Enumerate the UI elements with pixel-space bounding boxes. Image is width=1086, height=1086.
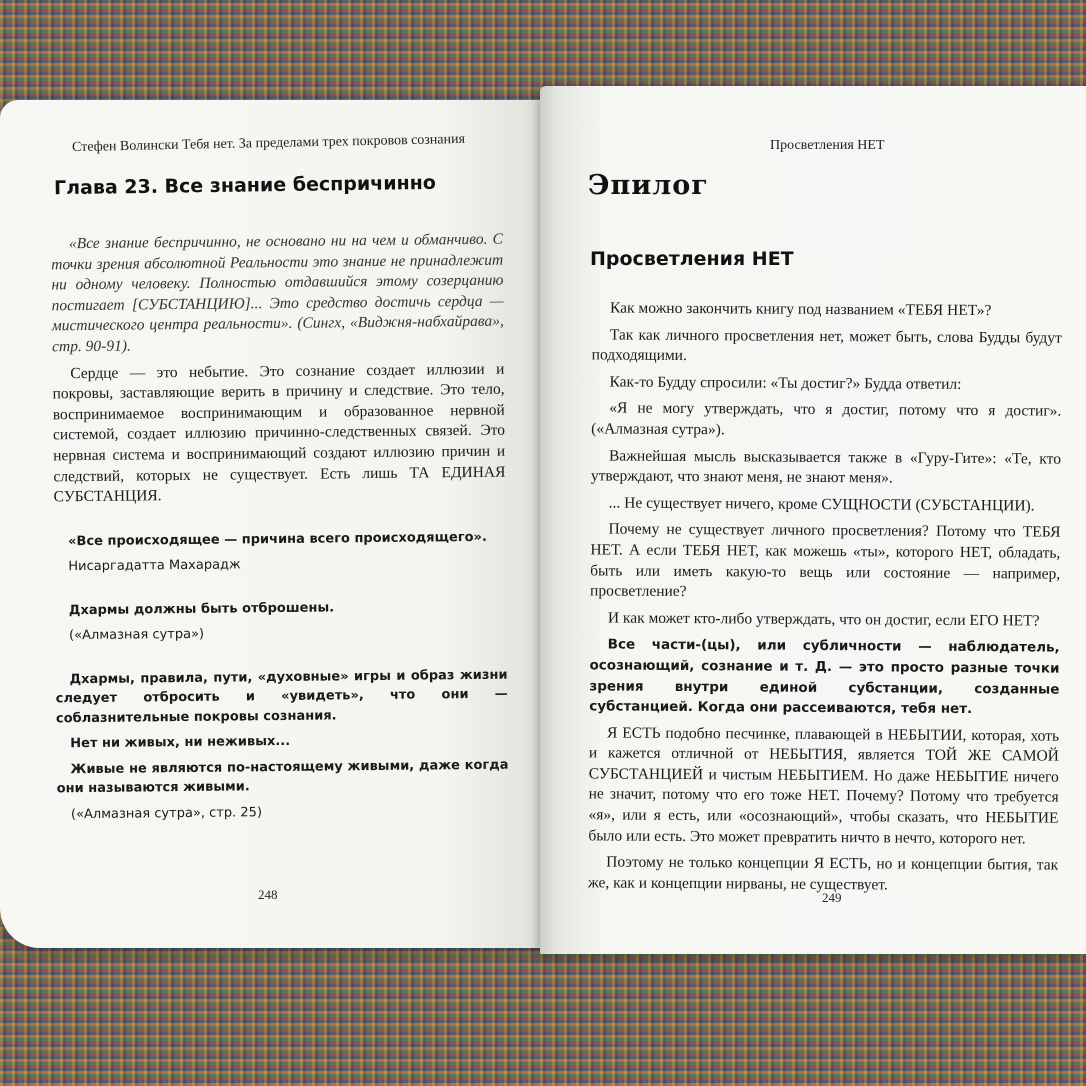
right-page-body <box>588 298 1062 903</box>
paragraph: Как-то Будду спросили: «Ты достиг?» Будда ответил: <box>609 373 962 393</box>
right-running-head: Просветления НЕТ <box>770 138 885 153</box>
quote-5: Живые не являются по-настоящему живыми, даже когда они называются живыми. <box>56 757 509 797</box>
paragraph: Как можно закончить книгу под названием «ТЕБЯ НЕТ»? <box>609 299 992 320</box>
paragraph: И как может кто-либо утверждать, что он достиг, если ЕГО НЕТ? <box>607 609 1040 630</box>
paragraph: Почему не существует личного просветления? Потому что ТЕБЯ НЕТ. А если ТЕБЯ НЕТ, как можешь «ты», которого НЕТ, обладать, быть или иметь какую-то вещь или состояние — например, просветление? <box>590 520 1061 601</box>
quote-4: Нет ни живых, ни неживых... <box>70 734 291 752</box>
paragraph: Так как личного просветления нет, может быть, слова Будды будут подходящими. <box>591 326 1062 365</box>
quote-3: Дхармы, правила, пути, «духовные» игры и образ жизни следует отбросить и «увидеть», что они — соблазнительные покровы сознания. <box>55 667 508 727</box>
quote-1: «Все происходящее — причина всего происходящего». <box>68 529 487 549</box>
paragraph: Сердце — это небытие. Это сознание создает иллюзии и покровы, заставляющие верить в причину и следствие. Это тело, воспринимаемое воспринимающим и образованное нервной системой, создает иллюзию причинно-следственных связей. Это нервная система и воспринимающий создают иллюзию причин и следствий, которых не существует. Есть лишь ТА ЕДИНАЯ СУБСТАНЦИЯ. <box>52 360 506 506</box>
left-page-body <box>51 230 509 831</box>
left-page-number: 248 <box>258 887 278 902</box>
paragraph: ... Не существует ничего, кроме СУЩНОСТИ (СУБСТАНЦИИ). <box>608 494 1035 515</box>
quote-2-source: («Алмазная сутра») <box>69 627 205 644</box>
quote-2: Дхармы должны быть отброшены. <box>68 600 335 618</box>
epigraph: «Все знание беспричинно, не основано ни на чем и обманчиво. С точки зрения абсолютной Реальности это знание не принадлежит ни одному человеку. Полностью отдавшийся этому созерцанию постигает [СУБСТАНЦИЮ]... Это средство достичь сердца — мистического центра реальности». (Сингх, «Виджня-набхайрава», стр. 90-91). <box>51 230 504 356</box>
quote-5-source: («Алмазная сутра», стр. 25) <box>70 804 263 822</box>
epilog-title: Эпилог <box>588 170 709 201</box>
paragraph: Я ЕСТЬ подобно песчинке, плавающей в НЕБЫТИИ, которая, хоть и кажется отличной от НЕБЫТИЯ, является ТОЙ ЖЕ САМОЙ СУБСТАНЦИЕЙ и чистым НЕБЫТИЕМ. Но даже НЕБЫТИЕ ничего не значит, потому что его тоже НЕТ. Почему? Потому что требуется «я», или я есть, или «осознающий», чтобы сказать, что НЕБЫТИЕ было или есть. Это может превратить ничто в нечто, которого нет. <box>588 724 1060 848</box>
bold-paragraph: Все части-(цы), или субличности — наблюдатель, осознающий, сознание и т. Д. — это просто разные точки зрения внутри единой субстанции, созданные субстанцией. Когда они рассеиваются, тебя нет. <box>589 636 1060 718</box>
paragraph: Важнейшая мысль высказывается также в «Гуру-Гите»: «Те, кто утверждают, что знают меня, не знают меня». <box>590 447 1062 487</box>
paragraph: Поэтому не только концепции Я ЕСТЬ, но и концепции бытия, так же, как и концепции нирваны, не существует. <box>587 853 1059 894</box>
left-running-head: Стефен Волински Тебя нет. За пределами трех покровов сознания <box>71 131 466 156</box>
chapter-title: Глава 23. Все знание беспричинно <box>53 171 437 200</box>
paragraph: «Я не могу утверждать, что я достиг, потому что я достиг». («Алмазная сутра»). <box>591 399 1062 439</box>
section-title: Просветления НЕТ <box>590 248 794 270</box>
right-page-number: 249 <box>822 890 842 905</box>
quote-1-source: Нисаргадатта Махарадж <box>68 557 241 575</box>
